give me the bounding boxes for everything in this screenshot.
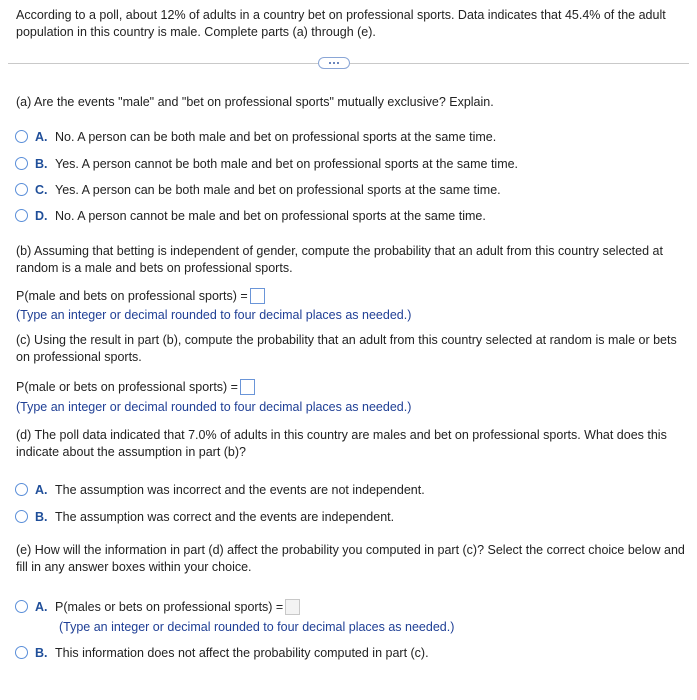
- radio-button[interactable]: [15, 157, 28, 170]
- part-b-label: P(male and bets on professional sports) =: [16, 288, 248, 303]
- part-b-answer-row: [16, 287, 265, 304]
- option-letter: A.: [35, 129, 48, 144]
- part-b-hint: (Type an integer or decimal rounded to four decimal places as needed.): [16, 307, 412, 322]
- part-d-question: (d) The poll data indicated that 7.0% of adults in this country are males and bet on professional sports. What does this indicate about the assumption in part (b)?: [16, 428, 667, 459]
- part-c-question: (c) Using the result in part (b), compute the probability that an adult from this country selected at random is male or bets on professional sports.: [16, 333, 677, 364]
- part-a-option-c[interactable]: [15, 181, 501, 198]
- option-text: The assumption was incorrect and the events are not independent.: [55, 482, 425, 497]
- part-e-answer-box[interactable]: [285, 599, 300, 615]
- radio-button[interactable]: [15, 483, 28, 496]
- part-a-option-b[interactable]: [15, 155, 518, 172]
- option-text: No. A person cannot be male and bet on professional sports at the same time.: [55, 208, 486, 223]
- radio-button[interactable]: [15, 209, 28, 222]
- radio-button[interactable]: [15, 600, 28, 613]
- option-letter: B.: [35, 156, 48, 171]
- part-c-label: P(male or bets on professional sports) =: [16, 379, 238, 394]
- radio-button[interactable]: [15, 510, 28, 523]
- part-a-question: (a) Are the events "male" and "bet on professional sports" mutually exclusive? Explain.: [16, 95, 494, 109]
- ellipsis-icon[interactable]: [318, 57, 350, 69]
- part-a-option-a[interactable]: [15, 128, 496, 145]
- part-d-option-a[interactable]: [15, 481, 425, 498]
- part-c-answer-row: [16, 378, 255, 395]
- part-d-option-b[interactable]: [15, 508, 394, 525]
- part-b-question: (b) Assuming that betting is independent of gender, compute the probability that an adult from this country selected at random is a male and bets on professional sports.: [16, 244, 663, 275]
- option-text: The assumption was correct and the events are independent.: [55, 509, 395, 524]
- option-text: Yes. A person can be both male and bet on professional sports at the same time.: [55, 182, 501, 197]
- option-letter: A.: [35, 482, 48, 497]
- option-letter: A.: [35, 599, 48, 614]
- option-letter: D.: [35, 208, 48, 223]
- part-e-option-b[interactable]: [15, 644, 429, 661]
- option-letter: B.: [35, 509, 48, 524]
- part-e-question: (e) How will the information in part (d) affect the probability you computed in part (c)? Select the correct choice below and fill in any answer boxes within your choice.: [16, 543, 685, 574]
- problem-intro: According to a poll, about 12% of adults in a country bet on professional sports. Data indicates that 45.4% of the adult population in this country is male. Complete parts (a) through (e).: [16, 8, 666, 39]
- option-text: P(males or bets on professional sports) =: [55, 599, 284, 614]
- part-c-answer-box[interactable]: [240, 379, 255, 395]
- radio-button[interactable]: [15, 130, 28, 143]
- option-letter: B.: [35, 645, 48, 660]
- part-e-hint: (Type an integer or decimal rounded to four decimal places as needed.): [59, 619, 455, 634]
- option-text: This information does not affect the probability computed in part (c).: [55, 645, 429, 660]
- option-letter: C.: [35, 182, 48, 197]
- part-a-option-d[interactable]: [15, 207, 486, 224]
- part-e-option-a[interactable]: [15, 598, 300, 615]
- part-c-hint: (Type an integer or decimal rounded to four decimal places as needed.): [16, 399, 412, 414]
- option-text: No. A person can be both male and bet on professional sports at the same time.: [55, 129, 497, 144]
- radio-button[interactable]: [15, 183, 28, 196]
- radio-button[interactable]: [15, 646, 28, 659]
- part-b-answer-box[interactable]: [250, 288, 265, 304]
- option-text: Yes. A person cannot be both male and bet on professional sports at the same time.: [55, 156, 519, 171]
